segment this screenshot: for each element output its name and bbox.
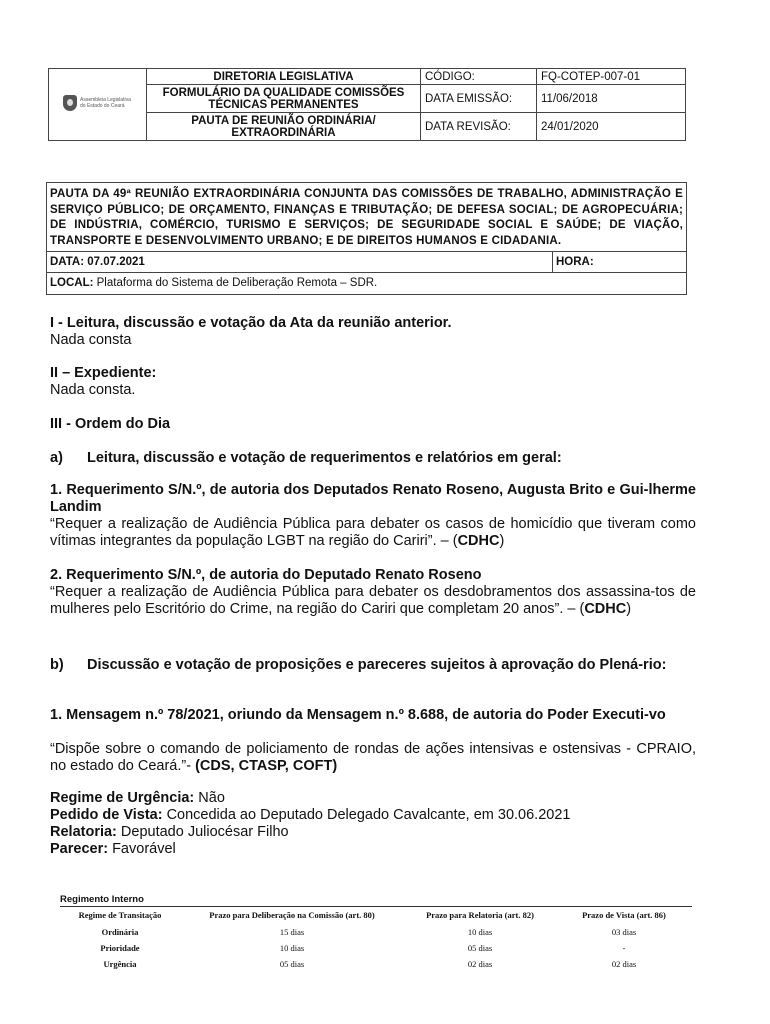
section-1-title: I - Leitura, discussão e votação da Ata da reunião anterior. — [50, 315, 452, 331]
revisao-value: 24/01/2020 — [537, 113, 686, 141]
codigo-label: CÓDIGO: — [421, 69, 537, 85]
section-2-title: II – Expediente: — [50, 365, 157, 381]
emissao-value: 11/06/2018 — [537, 85, 686, 113]
regimento-header: Prazo para Deliberação na Comissão (art. 80) — [209, 910, 375, 920]
table-row — [60, 957, 692, 973]
table-cell: Urgência — [103, 959, 137, 969]
pauta-box — [46, 182, 687, 295]
msg-committees: (CDS, CTASP, COFT) — [195, 758, 338, 774]
codigo-value: FQ-COTEP-007-01 — [537, 69, 686, 85]
table-cell: 03 dias — [611, 927, 637, 937]
header-pauta-type: PAUTA DE REUNIÃO ORDINÁRIA/ EXTRAORDINÁRIA — [147, 113, 421, 141]
item-a-title: Leitura, discussão e votação de requerimentos e relatórios em geral: — [87, 450, 562, 466]
table-row — [60, 925, 692, 941]
table-cell: 02 dias — [467, 959, 493, 969]
item-b-label: b) — [50, 657, 64, 673]
document-header-table — [48, 68, 686, 141]
date-time-row — [47, 252, 686, 273]
table-cell: 10 dias — [467, 927, 493, 937]
local-label: LOCAL: — [50, 277, 94, 289]
relatoria-value: Deputado Juliocésar Filho — [120, 824, 289, 840]
pedido-vista — [50, 807, 698, 824]
local-value: Plataforma do Sistema de Deliberação Remota – SDR. — [96, 277, 378, 289]
regimento-table — [60, 907, 692, 973]
regime-label: Regime de Urgência: — [50, 790, 195, 806]
relatoria — [50, 824, 698, 841]
req1-close: ) — [499, 533, 505, 549]
coat-of-arms-icon — [63, 95, 77, 111]
meeting-date: DATA: 07.07.2021 — [47, 252, 553, 272]
msg-body: “Dispõe sobre o comando de policiamento de rondas de ações intensivas e ostensivas - CPRAIO, no estado do Ceará.”- — [50, 741, 696, 774]
table-cell: Ordinária — [101, 927, 139, 937]
req1-committee: CDHC — [457, 533, 500, 549]
section-3-title: III - Ordem do Dia — [50, 416, 171, 432]
relatoria-label: Relatoria: — [50, 824, 117, 840]
section-2-text: Nada consta. — [50, 382, 136, 398]
header-form-title: FORMULÁRIO DA QUALIDADE COMISSÕES TÉCNICAS PERMANENTES — [147, 85, 421, 113]
regimento-header: Prazo de Vista (art. 86) — [582, 910, 666, 920]
table-cell: - — [622, 943, 626, 953]
item-a-heading — [50, 450, 698, 467]
msg-text — [50, 741, 696, 775]
req2-text — [50, 584, 696, 618]
table-cell: 05 dias — [279, 959, 305, 969]
req2-committee: CDHC — [584, 601, 627, 617]
section-1-text: Nada consta — [50, 332, 132, 348]
meeting-location — [47, 273, 686, 294]
meeting-time: HORA: — [556, 256, 594, 268]
parecer-value: Favorável — [112, 841, 176, 857]
vista-value: Concedida ao Deputado Delegado Cavalcante, em 30.06.2021 — [166, 807, 571, 823]
regimento-header: Regime de Transitação — [78, 910, 162, 920]
revisao-label: DATA REVISÃO: — [421, 113, 537, 141]
regime-value: Não — [198, 790, 225, 806]
pauta-title: PAUTA DA 49ª REUNIÃO EXTRAORDINÁRIA CONJUNTA DAS COMISSÕES DE TRABALHO, ADMINISTRAÇÃO E SERVIÇO PÚBLICO; DE ORÇAMENTO, FINANÇAS E TRIBUTAÇÃO; DE DEFESA SOCIAL; DE AGROPECUÁRIA; DE INDÚSTRIA, COMÉRCIO, TURISMO E SERVIÇOS; DE SEGURIDADE SOCIAL E SAÚDE; DE VIAÇÃO, TRANSPORTE E DESENVOLVIMENTO URBANO; E DE DIREITOS HUMANOS E CIDADANIA. — [47, 183, 686, 252]
item-a-label: a) — [50, 450, 63, 466]
regimento-interno — [60, 894, 694, 973]
parecer — [50, 841, 698, 858]
req1-title: 1. Requerimento S/N.º, de autoria dos Deputados Renato Roseno, Augusta Brito e Gui-lherme Landim — [50, 482, 696, 515]
assembly-logo — [63, 95, 132, 111]
req2-title: 2. Requerimento S/N.º, de autoria do Deputado Renato Roseno — [50, 567, 482, 583]
req2-close: ) — [626, 601, 632, 617]
req2-body: “Requer a realização de Audiência Pública para debater os desdobramentos dos assassina-tos de mulheres pelo Escritório do Crime, na região do Cariri que completam 20 anos”. – ( — [50, 584, 696, 617]
regimento-header: Prazo para Relatoria (art. 82) — [426, 910, 534, 920]
req1-body: “Requer a realização de Audiência Pública para debater os casos de homicídio que tiveram como vítimas integrantes da população LGBT na região do Cariri”. – ( — [50, 516, 696, 549]
item-b-title: Discussão e votação de proposições e pareceres sujeitos à aprovação do Plená-rio: — [87, 657, 667, 673]
table-cell: 05 dias — [467, 943, 493, 953]
item-b-heading — [50, 657, 696, 674]
emissao-label: DATA EMISSÃO: — [421, 85, 537, 113]
parecer-label: Parecer: — [50, 841, 109, 857]
table-cell: Prioridade — [100, 943, 140, 953]
table-cell: 15 dias — [279, 927, 305, 937]
regime-urgencia — [50, 790, 698, 807]
regimento-title: Regimento Interno — [60, 894, 692, 907]
table-row — [60, 941, 692, 957]
logo-text: Assembleia Legislativa do Estado do Ceará — [80, 97, 131, 109]
vista-label: Pedido de Vista: — [50, 807, 163, 823]
regimento-header-row — [60, 907, 692, 925]
table-cell: 02 dias — [611, 959, 637, 969]
msg-title: 1. Mensagem n.º 78/2021, oriundo da Mensagem n.º 8.688, de autoria do Poder Executi-vo — [50, 707, 666, 723]
header-department: DIRETORIA LEGISLATIVA — [147, 69, 421, 85]
req1-text — [50, 516, 696, 550]
logo-cell — [49, 69, 147, 141]
table-cell: 10 dias — [279, 943, 305, 953]
